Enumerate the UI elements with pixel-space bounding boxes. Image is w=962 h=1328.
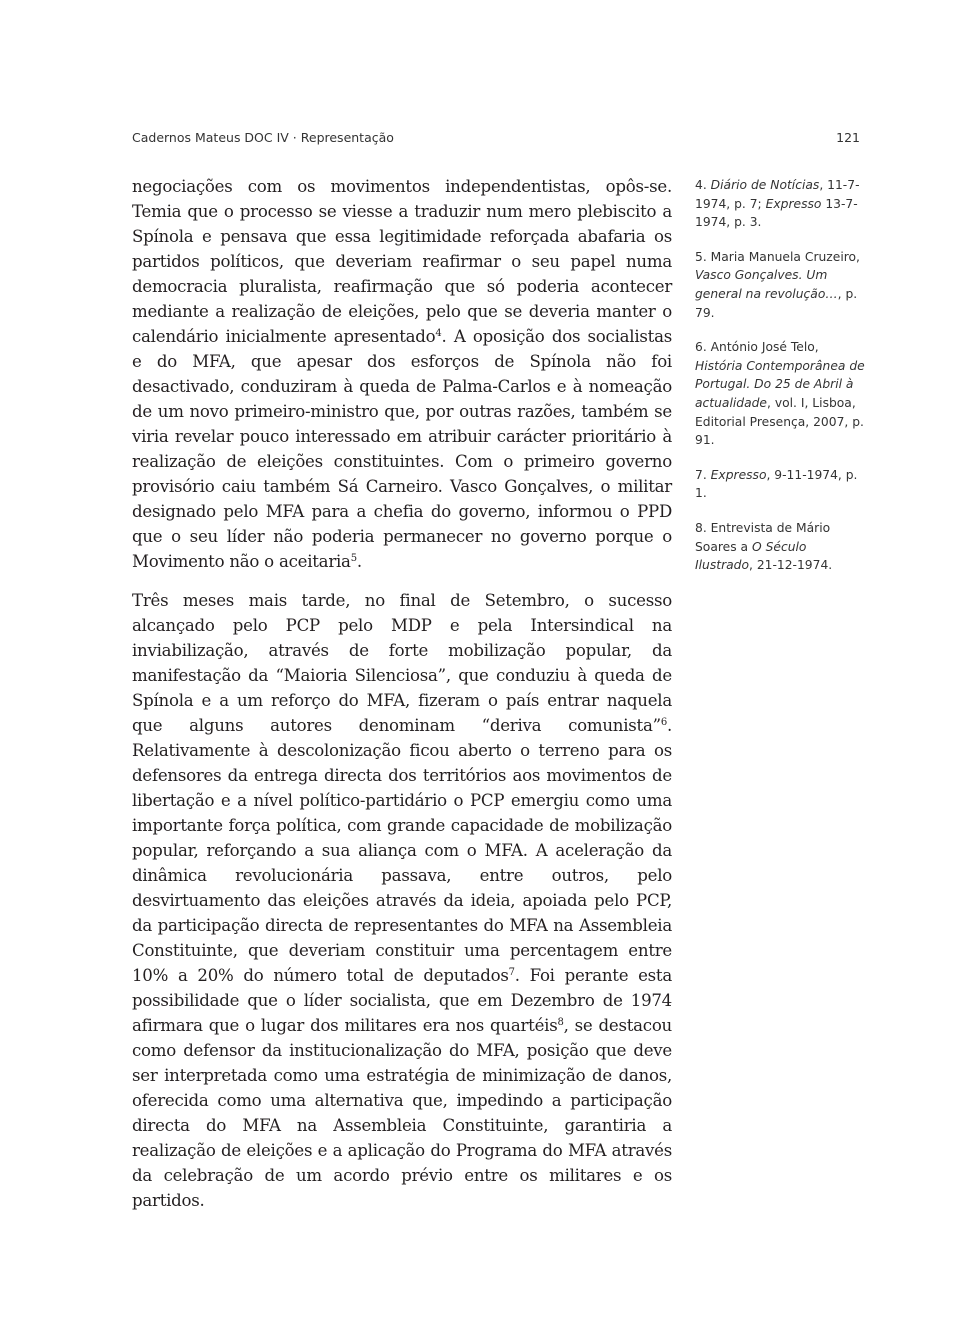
- footnote-ref-5: 5: [350, 553, 357, 564]
- note-text: , 11-7-1974, p. 7;: [695, 178, 860, 211]
- footnote-ref-7: 7: [508, 967, 515, 978]
- note-title: Diário de Notícias: [710, 178, 820, 192]
- note-title: História Contemporânea de Portugal. Do 25 de Abril à actualidade: [695, 358, 865, 410]
- text-run: Três meses mais tarde, no final de Setembro, o sucesso alcançado pelo PCP pelo MDP e pela Intersindical na inviabilização, através de forte mobilização popular, da manifestação da “Maioria Silenciosa”, que conduziu à queda de Spínola e a um reforço do MFA, fizeram o país entrar naquela que alguns autores denominam “deriva comunista”: [132, 591, 672, 735]
- text-run: . Foi perante esta possibilidade que o líder socialista, que em Dezembro de 1974 afirmara que o lugar dos militares era nos quartéis: [132, 966, 672, 1035]
- note-7: [695, 466, 865, 503]
- paragraph-1: [132, 174, 672, 574]
- text-run: .: [356, 552, 362, 571]
- footnote-ref-4: 4: [435, 328, 442, 339]
- main-text: [132, 174, 672, 1213]
- page-number: 121: [836, 130, 860, 145]
- running-title: Cadernos Mateus DOC IV · Representação: [132, 130, 394, 145]
- note-text: 7.: [695, 467, 711, 482]
- note-text: 5. Maria Manuela Cruzeiro,: [695, 249, 860, 264]
- text-run: , se destacou como defensor da institucionalização do MFA, posição que deve ser interpretada como uma estratégia de minimização de danos, oferecida como uma alternativa que, impedindo a participação directa do MFA na Assembleia Constituinte, garantiria a realização de eleições e a aplicação do Programa do MFA através da celebração de um acordo prévio entre os militares e os partidos.: [132, 1016, 672, 1210]
- page-header: [132, 130, 860, 150]
- sidenotes: [695, 176, 865, 591]
- note-title: Expresso: [765, 196, 822, 211]
- footnote-ref-6: 6: [660, 717, 667, 728]
- note-title: Vasco Gonçalves. Um general na revolução…: [695, 268, 838, 301]
- note-title: Expresso: [710, 467, 767, 482]
- note-text: , p. 79.: [695, 286, 858, 320]
- note-text: 8. Entrevista de Mário Soares a: [695, 520, 831, 554]
- note-title: O Século Ilustrado: [695, 539, 807, 573]
- text-run: . A oposição dos socialistas e do MFA, que apesar dos esforços de Spínola não foi desactivado, conduziram à queda de Palma-Carlos e à nomeação de um novo primeiro-ministro que, por outras razões, também se viria revelar pouco interessado em atribuir carácter prioritário à realização de eleições constituintes. Com o primeiro governo provisório caiu também Sá Carneiro. Vasco Gonçalves, o militar designado pelo MFA para a chefia do governo, informou o PPD que o seu líder não poderia permanecer no governo porque o Movimento não o aceitaria: [132, 327, 672, 571]
- footnote-ref-8: 8: [557, 1017, 564, 1028]
- text-run: . Relativamente à descolonização ficou aberto o terreno para os defensores da entrega directa dos territórios aos movimentos de libertação e a nível político-partidário o PCP emergiu como uma importante força política, com grande capacidade de mobilização popular, reforçando a sua aliança com o MFA. A aceleração da dinâmica revolucionária passava, entre outros, pelo desvirtuamento das eleições através da ideia, apoiada pelo PCP, da participação directa de representantes do MFA na Assembleia Constituinte, que deveriam constituir uma percentagem entre 10% a 20% do número total de deputados: [132, 716, 672, 985]
- text-run: negociações com os movimentos independentistas, opôs-se. Temia que o processo se viesse a traduzir num mero plebiscito a Spínola e pensava que essa legitimidade reforçada abafaria os partidos políticos, que deveriam reafirmar o seu papel numa democracia pluralista, reafirmação que só poderia acontecer mediante a realização de eleições, pelo que se deveria manter o calendário inicialmente apresentado: [132, 177, 672, 346]
- note-8: [695, 519, 865, 575]
- note-4: [695, 176, 865, 232]
- note-6: [695, 338, 865, 450]
- paragraph-2: [132, 588, 672, 1213]
- note-text: 6. António José Telo,: [695, 340, 819, 355]
- note-text: 13-7-1974, p. 3.: [695, 196, 858, 230]
- note-5: [695, 248, 865, 322]
- note-text: , 9-11-1974, p. 1.: [695, 467, 858, 501]
- note-text: , vol. I, Lisboa, Editorial Presença, 2007, p. 91.: [695, 395, 864, 448]
- note-text: , 21-12-1974.: [749, 558, 833, 573]
- note-text: 4.: [695, 178, 711, 192]
